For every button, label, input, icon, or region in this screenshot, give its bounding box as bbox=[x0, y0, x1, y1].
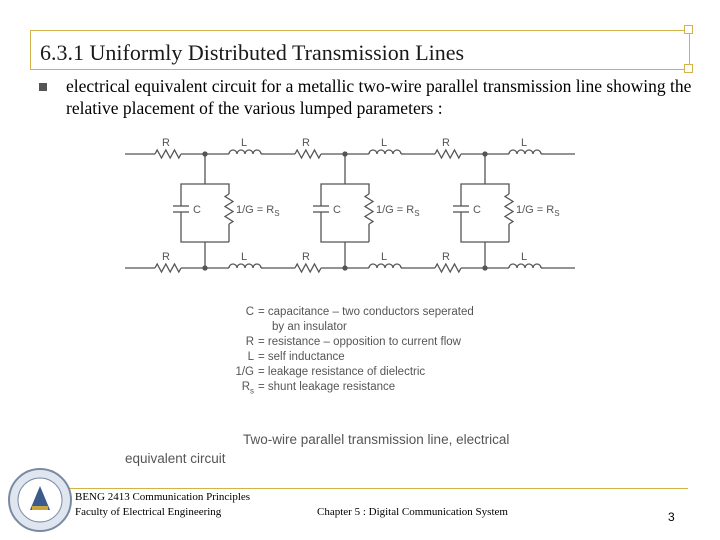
bullet-text: electrical equivalent circuit for a metallic two-wire parallel transmission line showing the relative placement of the various lumped parameters : bbox=[66, 76, 692, 118]
label-c: C bbox=[333, 204, 341, 216]
wire bbox=[461, 184, 485, 206]
series-inductor-bottom bbox=[229, 264, 261, 268]
shunt-resistor bbox=[505, 194, 513, 224]
legend-row bbox=[220, 335, 474, 350]
corner-box-bottom-right bbox=[684, 64, 693, 73]
label-shunt-resistance: $1/G = R_S$ bbox=[236, 204, 280, 218]
legend-text: = shunt leakage resistance bbox=[258, 381, 396, 393]
shunt-resistor bbox=[365, 194, 373, 224]
top-rule bbox=[30, 30, 690, 31]
label-l: L bbox=[241, 137, 248, 149]
legend-text: = resistance – opposition to current flow bbox=[258, 336, 461, 348]
wire bbox=[181, 212, 229, 242]
page-title: 6.3.1 Uniformly Distributed Transmission Lines bbox=[40, 40, 465, 65]
legend-row bbox=[220, 380, 474, 398]
legend-text: by an insulator bbox=[272, 321, 347, 333]
legend-symbol: R bbox=[245, 336, 254, 348]
label-r: R bbox=[162, 251, 170, 263]
series-resistor-bottom bbox=[155, 264, 181, 272]
legend-symbol bbox=[220, 320, 258, 335]
label-l: L bbox=[521, 137, 528, 149]
legend-symbol: $R_s$ bbox=[241, 381, 254, 396]
series-resistor-top bbox=[155, 150, 181, 158]
circuit-diagram bbox=[120, 130, 580, 280]
series-inductor-bottom bbox=[509, 264, 541, 268]
label-l: L bbox=[241, 251, 248, 263]
shunt-resistor bbox=[225, 194, 233, 224]
label-l: L bbox=[381, 137, 388, 149]
bullet-square-icon bbox=[39, 83, 47, 91]
legend-text: = capacitance – two conductors seperated bbox=[258, 306, 474, 318]
page-number: 3 bbox=[668, 510, 675, 524]
parameter-legend bbox=[220, 305, 474, 398]
series-resistor-bottom bbox=[435, 264, 461, 272]
footer-chapter: Chapter 5 : Digital Communication System bbox=[317, 506, 508, 518]
legend-symbol-text: R bbox=[241, 381, 250, 393]
series-inductor-top bbox=[509, 150, 541, 154]
footer-rule bbox=[66, 488, 688, 489]
footer-faculty: Faculty of Electrical Engineering bbox=[75, 506, 222, 518]
label-l: L bbox=[521, 251, 528, 263]
label-c: C bbox=[193, 204, 201, 216]
label-subscript: S bbox=[274, 209, 280, 218]
legend-row bbox=[220, 350, 474, 365]
series-resistor-top bbox=[435, 150, 461, 158]
legend-row bbox=[220, 320, 474, 335]
legend-row bbox=[220, 305, 474, 320]
label-r: R bbox=[302, 137, 310, 149]
label-r: R bbox=[442, 251, 450, 263]
wire bbox=[345, 184, 369, 194]
label-shunt-resistance: $1/G = R_S$ bbox=[516, 204, 560, 218]
series-resistor-top bbox=[295, 150, 321, 158]
title-underline bbox=[30, 69, 690, 70]
series-resistor-bottom bbox=[295, 264, 321, 272]
label-r: R bbox=[302, 251, 310, 263]
footer-course: BENG 2413 Communication Principles bbox=[75, 491, 251, 503]
legend-symbol: C bbox=[245, 306, 254, 318]
label-c: C bbox=[473, 204, 481, 216]
wire bbox=[205, 184, 229, 194]
legend-symbol: 1/G bbox=[235, 366, 254, 378]
label-shunt-resistance: $1/G = R_S$ bbox=[376, 204, 420, 218]
label-subscript: S bbox=[554, 209, 560, 218]
label-r: R bbox=[442, 137, 450, 149]
university-logo bbox=[6, 466, 74, 534]
figure-caption-line1: Two-wire parallel transmission line, electrical bbox=[243, 432, 510, 447]
legend-symbol: L bbox=[247, 351, 254, 363]
legend-row bbox=[220, 365, 474, 380]
series-inductor-top bbox=[369, 150, 401, 154]
left-rule bbox=[30, 30, 31, 70]
wire bbox=[321, 184, 345, 206]
series-inductor-bottom bbox=[369, 264, 401, 268]
wire bbox=[181, 184, 205, 206]
wire bbox=[461, 212, 509, 242]
label-l: L bbox=[381, 251, 388, 263]
figure-caption-line2: equivalent circuit bbox=[125, 451, 226, 466]
series-inductor-top bbox=[229, 150, 261, 154]
legend-text: = self inductance bbox=[258, 351, 345, 363]
label-r: R bbox=[162, 137, 170, 149]
wire bbox=[321, 212, 369, 242]
wire bbox=[485, 184, 509, 194]
corner-box-top-right bbox=[684, 25, 693, 34]
label-subscript: S bbox=[414, 209, 420, 218]
legend-text: = leakage resistance of dielectric bbox=[258, 366, 426, 378]
